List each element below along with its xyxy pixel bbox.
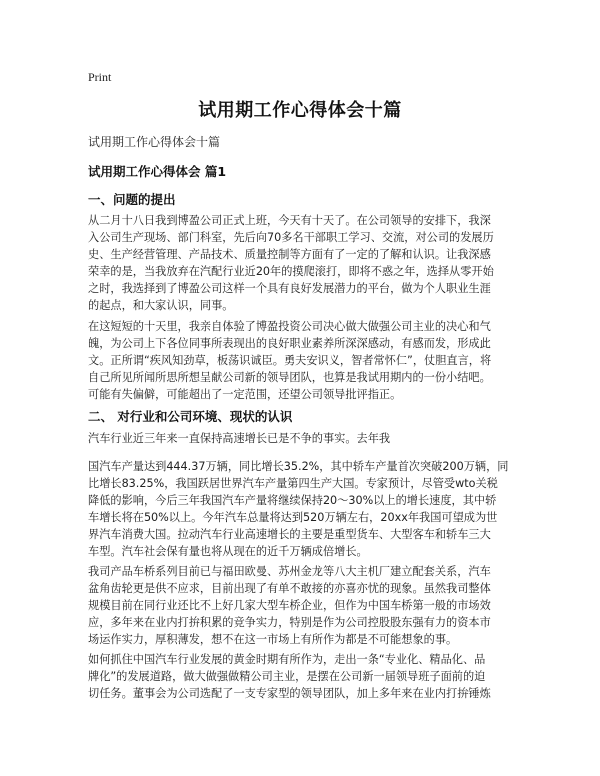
paragraph-1: [88, 212, 516, 314]
paragraph-line: 可能有失偏僻，可能超出了一定范围，还望公司领导批评指正。: [88, 388, 402, 401]
paragraph-line: 国汽车产量达到444.37万辆，同比增长35.2%，其中轿车产量首次突破200万辆，同: [88, 460, 509, 473]
paragraph-line: 史、生产经营管理、产品技术、质量控制等方面有了一定的了解和认识。让我深感: [88, 248, 491, 261]
paragraph-line: 的起点，和大家认识，同事。: [88, 299, 234, 312]
paragraph-line: 比增长83.25%，我国跃居世界汽车产量第四生产大国。专家预计，尽管受wto关税: [88, 477, 498, 490]
paragraph-3: [88, 430, 516, 447]
paragraph-line: 界汽车消费大国。拉动汽车行业高速增长的主要是重型货车、大型客车和轿车三大: [88, 528, 491, 541]
paragraph-line: 自己所见所闻所思所想呈献公司新的领导团队，也算是我试用期内的一份小结吧。: [88, 371, 491, 384]
paragraph-line: 降低的影响，今后三年我国汽车产量将继续保持20～30%以上的增长速度，其中轿: [88, 494, 497, 507]
page-title: 试用期工作心得体会十篇: [198, 100, 402, 121]
document-subtitle: 试用期工作心得体会十篇: [88, 135, 221, 149]
paragraph-line: 盆角齿轮更是供不应求，目前出现了有单不敢接的亦喜亦忧的现象。虽然我司整体: [88, 582, 491, 595]
paragraph-line: 场运作实力，厚积薄发，想不在这一市场上有所作为都是不可能想象的事。: [88, 633, 458, 646]
paragraph-line: 入公司生产现场、部门科室，先后向70多名干部职工学习、交流，对公司的发展历: [88, 231, 494, 244]
paragraph-line: 文。正所谓“疾风知劲草，板荡识诚臣。勇夫安识义，智者常怀仁”，仗胆直言，将: [88, 354, 492, 367]
print-label: Print: [88, 70, 112, 84]
paragraph-4: [88, 458, 516, 560]
section-heading-2: 二、 对行业和公司环境、现状的认识: [88, 409, 293, 424]
paragraph-line: 车增长将在50%以上。今年汽车总量将达到520万辆左右，20xx年我国可望成为世: [88, 511, 498, 524]
paragraph-2: [88, 318, 516, 403]
paragraph-line: 汽车行业近三年来一直保持高速增长已是不争的事实。去年我: [88, 432, 391, 445]
paragraph-line: 规模目前在同行业还比不上好几家大型车桥企业，但作为中国车桥第一般的市场效: [88, 599, 491, 612]
paragraph-line: 应，多年来在业内打拚积累的竞争实力，特别是作为公司控股股东强有力的资本市: [88, 616, 491, 629]
paragraph-line: 切任务。董事会为公司选配了一支专家型的领导团队，加上多年来在业内打拚锤炼: [88, 687, 491, 700]
paragraph-line: 魄，为公司上下各位同事所表现出的良好职业素养所深深感动，有感而发，形成此: [88, 337, 491, 350]
piece-title: 试用期工作心得体会 篇1: [88, 164, 227, 179]
paragraph-line: 如何抓住中国汽车行业发展的黄金时期有所作为，走出一条“专业化、精品化、品: [88, 653, 486, 666]
paragraph-line: 我司产品车桥系列目前已与福田欧曼、苏州金龙等八大主机厂建立配套关系，汽车: [88, 565, 491, 578]
paragraph-line: 之时，我选择到了博盈公司这样一个具有良好发展潜力的平台，做为个人职业生涯: [88, 282, 491, 295]
paragraph-line: 牌化”的发展道路，做大做强做精公司主业，是摆在公司新一届领导班子面前的迫: [88, 670, 486, 683]
paragraph-line: 车型。汽车社会保有量也将从现在的近千万辆成倍增长。: [88, 545, 368, 558]
paragraph-5: [88, 563, 516, 648]
paragraph-line: 从二月十八日我到博盈公司正式上班，今天有十天了。在公司领导的安排下，我深: [88, 214, 491, 227]
paragraph-line: 荣幸的是，当我放弃在汽配行业近20年的摸爬滚打，即将不惑之年，选择从零开始: [88, 265, 494, 278]
paragraph-6: [88, 651, 516, 702]
section-heading-1: 一、问题的提出: [88, 192, 176, 207]
paragraph-line: 在这短短的十天里，我亲自体验了博盈投资公司决心做大做强公司主业的决心和气: [88, 320, 491, 333]
